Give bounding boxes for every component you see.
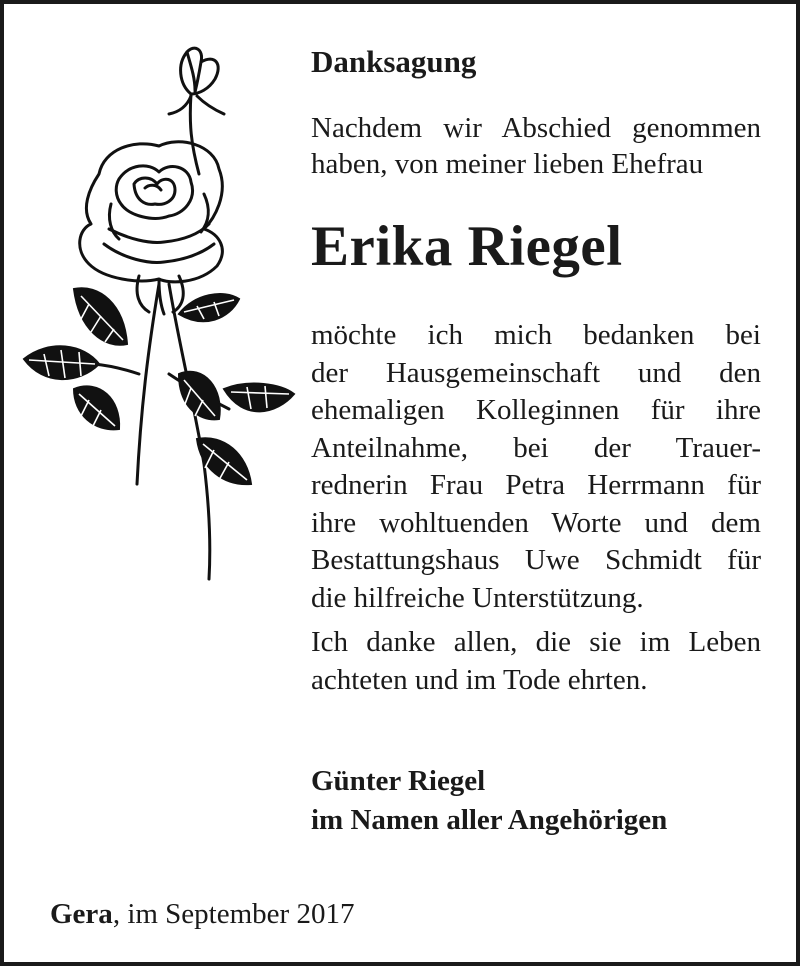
closing-text bbox=[311, 624, 761, 699]
body-line: ehemaligen Kolleginnen für ihre bbox=[311, 394, 761, 426]
body-line: möchte ich mich bedanken bei bbox=[311, 319, 761, 351]
intro-line: haben, von meiner lieben Ehefrau bbox=[311, 148, 704, 180]
body-line: die hilfreiche Unterstützung. bbox=[311, 581, 644, 614]
footer-place-date bbox=[50, 898, 354, 931]
signature bbox=[311, 762, 667, 840]
body-line: rednerin Frau Petra Herrmann für bbox=[311, 469, 761, 501]
body-line: Anteilnahme, bei der Trauer- bbox=[311, 431, 761, 464]
signature-name: Günter Riegel bbox=[311, 765, 486, 797]
footer-place: Gera bbox=[50, 898, 113, 930]
closing-line: Ich danke allen, die sie im Leben bbox=[311, 626, 761, 658]
signature-on-behalf: im Namen aller Angehörigen bbox=[311, 804, 668, 836]
closing-line: achteten und im Tode ehrten. bbox=[311, 663, 648, 696]
body-line: der Hausgemeinschaft und den bbox=[311, 356, 761, 389]
body-text bbox=[311, 317, 761, 617]
body-line: Bestattungshaus Uwe Schmidt für bbox=[311, 544, 761, 576]
body-line: ihre wohltuenden Worte und dem bbox=[311, 506, 761, 539]
heading: Danksagung bbox=[311, 44, 477, 79]
rose-icon bbox=[19, 44, 304, 584]
intro-text bbox=[311, 110, 761, 182]
deceased-name: Erika Riegel bbox=[311, 215, 623, 278]
footer-date: , im September 2017 bbox=[112, 898, 355, 930]
intro-line: Nachdem wir Abschied genommen bbox=[311, 112, 761, 144]
